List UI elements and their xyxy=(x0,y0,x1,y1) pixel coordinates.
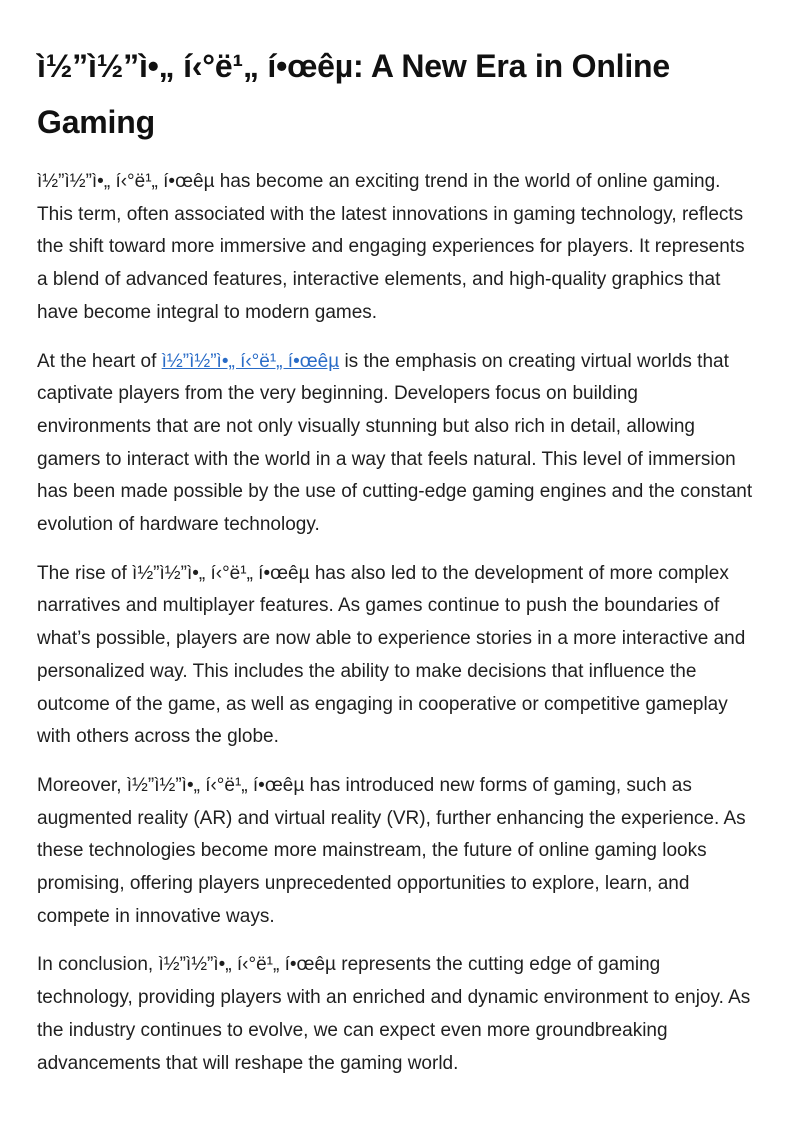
paragraph-rise: The rise of ì½”ì½”ì•„ í‹°ë¹„ í•œêµ has also led to the development of more complex narratives and multiplayer features. As games continue to push the boundaries of what’s possible, players are now able to experience stories in a more interactive and personalized way. This includes the ability to make decisions that influence the outcome of the game, as well as engaging in cooperative or competitive gameplay with others across the globe. xyxy=(37,562,746,748)
paragraph-heart-rest: is the emphasis on creating virtual worlds that captivate players from the very beginning. Developers focus on building environments that are not only visually stunning but also rich in detail, allowing gamers to interact with the world in a way that feels natural. This level of immersion has been made possible by the use of cutting-edge gaming engines and the constant evolution of hardware technology. xyxy=(37,350,753,536)
paragraph-moreover: Moreover, ì½”ì½”ì•„ í‹°ë¹„ í•œêµ has introduced new forms of gaming, such as augmented reality (AR) and virtual reality (VR), further enhancing the experience. As these technologies become more mainstream, the future of online gaming looks promising, offering players unprecedented opportunities to explore, learn, and compete in innovative ways. xyxy=(37,774,746,927)
article-title: ì½”ì½”ì•„ í‹°ë¹„ í•œêµ: A New Era in Online Gaming xyxy=(37,48,670,140)
paragraph-intro: ì½”ì½”ì•„ í‹°ë¹„ í•œêµ has become an exciting trend in the world of online gaming. This term, often associated with the latest innovations in gaming technology, reflects the shift toward more immersive and engaging experiences for players. It represents a blend of advanced features, interactive elements, and high-quality graphics that have become integral to modern games. xyxy=(37,171,745,323)
paragraph-heart-lead: At the heart of xyxy=(37,350,162,372)
paragraph-heart xyxy=(37,346,757,542)
keyword-link[interactable]: ì½”ì½”ì•„ í‹°ë¹„ í•œêµ xyxy=(161,350,340,372)
paragraph-conclusion: In conclusion, ì½”ì½”ì•„ í‹°ë¹„ í•œêµ represents the cutting edge of gaming technology, providing players with an enriched and dynamic environment to enjoy. As the industry continues to evolve, we can expect even more groundbreaking advancements that will reshape the gaming world. xyxy=(37,954,751,1074)
